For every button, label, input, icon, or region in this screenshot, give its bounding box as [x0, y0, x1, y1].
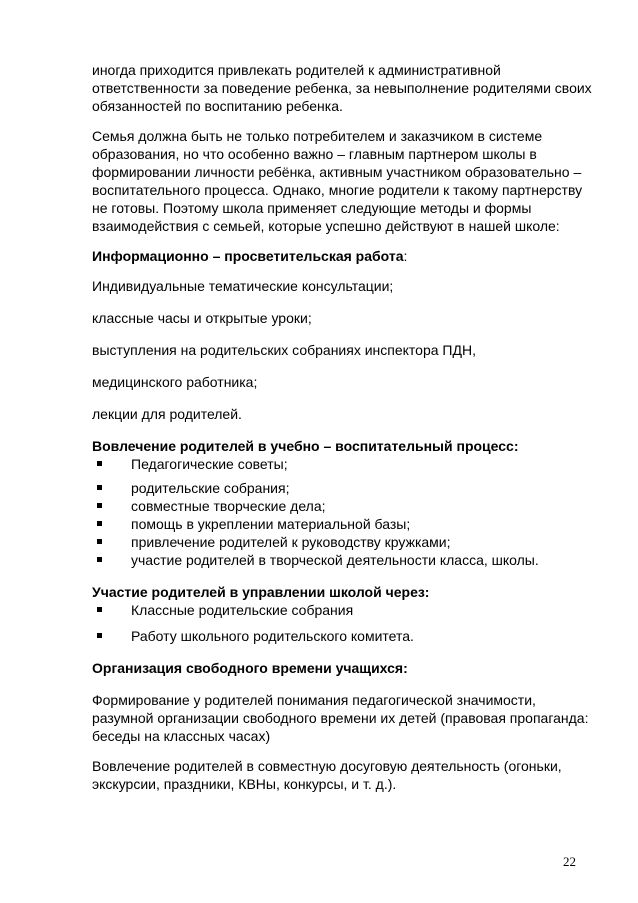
- bullet-list-involvement: [92, 455, 596, 569]
- square-bullet-icon: [97, 539, 102, 544]
- bullet-item-text: участие родителей в творческой деятельности класса, школы.: [131, 552, 539, 568]
- square-bullet-icon: [97, 633, 102, 638]
- bullet-list-management: [92, 601, 596, 645]
- bullet-item: [92, 515, 596, 533]
- list-item: Индивидуальные тематические консультации;: [92, 278, 394, 294]
- bullet-item: [92, 627, 596, 645]
- square-bullet-icon: [97, 485, 102, 490]
- section-heading-information-colon: :: [403, 248, 408, 264]
- section-heading-free-time: Организация свободного времени учащихся:: [92, 660, 408, 676]
- bullet-item: [92, 455, 596, 473]
- paragraph-free-time-understanding: Формирование у родителей понимания педагогической значимости, разумной организации свободного времени их детей (правовая пропаганда: беседы на классных часах): [92, 692, 589, 744]
- list-item: классные часы и открытые уроки;: [92, 310, 312, 326]
- bullet-item-text: Классные родительские собрания: [131, 602, 354, 618]
- bullet-item-text: совместные творческие дела;: [131, 498, 326, 514]
- bullet-item: [92, 601, 596, 619]
- list-item: лекции для родителей.: [92, 406, 242, 422]
- square-bullet-icon: [97, 557, 102, 562]
- section-heading-information: [92, 247, 596, 265]
- paragraph-leisure-involvement: Вовлечение родителей в совместную досуговую деятельность (огоньки, экскурсии, праздники, КВНы, конкурсы, и т. д.).: [92, 758, 562, 792]
- document-page: [92, 61, 596, 793]
- section-heading-information-text: Информационно – просветительская работа: [92, 248, 404, 264]
- section-heading-involvement: Вовлечение родителей в учебно – воспитательный процесс:: [92, 438, 519, 454]
- bullet-item-text: Работу школьного родительского комитета.: [131, 628, 414, 644]
- page-number: 22: [563, 854, 576, 869]
- list-item: медицинского работника;: [92, 374, 258, 390]
- section-heading-management: Участие родителей в управлении школой через:: [92, 584, 430, 600]
- bullet-item: [92, 533, 596, 551]
- square-bullet-icon: [97, 503, 102, 508]
- bullet-item-text: привлечение родителей к руководству кружками;: [131, 534, 451, 550]
- bullet-item-text: Педагогические советы;: [131, 456, 288, 472]
- square-bullet-icon: [97, 607, 102, 612]
- bullet-item-text: родительские собрания;: [131, 480, 290, 496]
- square-bullet-icon: [97, 461, 102, 466]
- list-item: выступления на родительских собраниях инспектора ПДН,: [92, 342, 476, 358]
- bullet-item: [92, 479, 596, 497]
- square-bullet-icon: [97, 521, 102, 526]
- bullet-item-text: помощь в укреплении материальной базы;: [131, 516, 411, 532]
- bullet-item: [92, 551, 596, 569]
- bullet-item: [92, 497, 596, 515]
- paragraph-intro: иногда приходится привлекать родителей к административной ответственности за поведение ребенка, за невыполнение родителями своих обязанностей по воспитанию ребенка.: [92, 62, 592, 114]
- paragraph-family-partnership: Семья должна быть не только потребителем и заказчиком в системе образования, но что особенно важно – главным партнером школы в формировании личности ребёнка, активным участником образовательно – воспитательного процесса. Однако, многие родители к такому партнерству не готовы. Поэтому школа применяет следующие методы и формы взаимодействия с семьей, которые успешно действуют в нашей школе:: [92, 128, 583, 234]
